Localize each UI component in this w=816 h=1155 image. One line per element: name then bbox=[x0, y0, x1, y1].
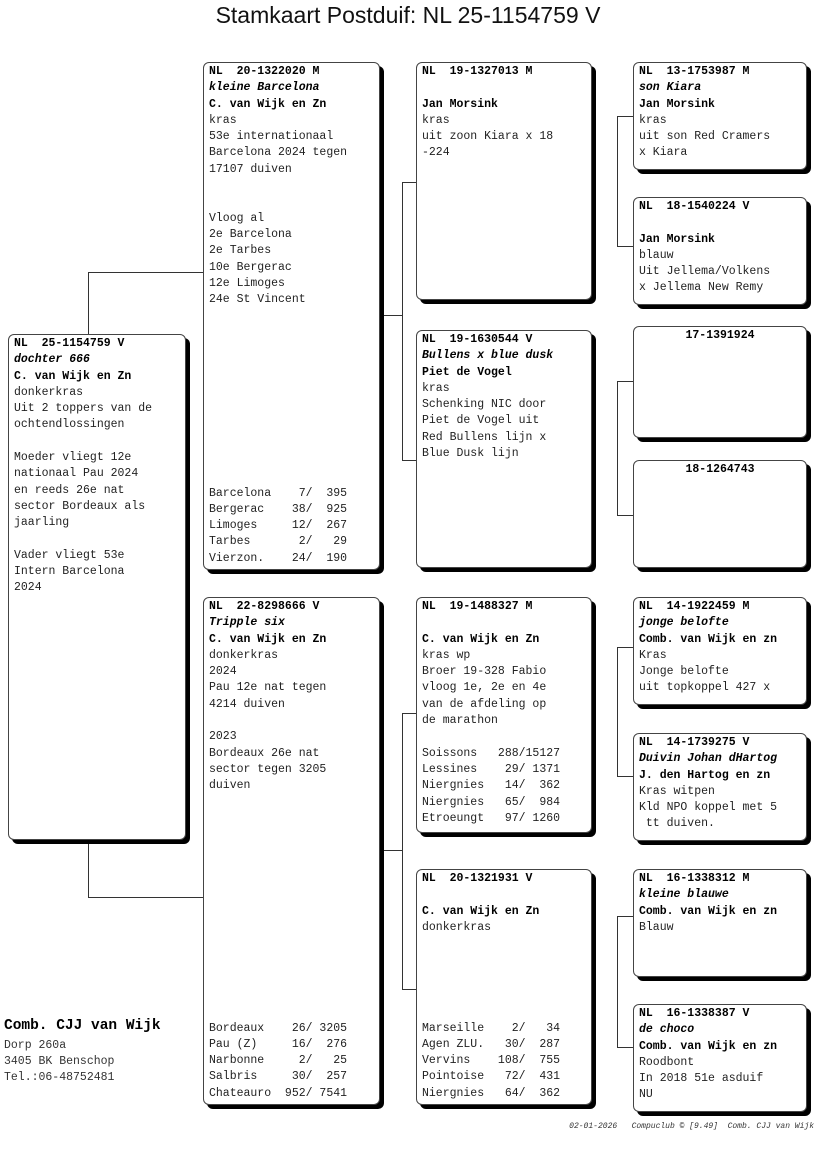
info-list bbox=[209, 113, 374, 309]
pigeon-name: jonge belofte bbox=[639, 616, 729, 630]
results-list bbox=[209, 486, 347, 567]
pigeon-name: Bullens x blue dusk bbox=[422, 349, 554, 363]
pigeon-card-main[interactable] bbox=[8, 334, 186, 840]
owner: C. van Wijk en Zn bbox=[209, 632, 327, 646]
text-line: Piet de Vogel uit bbox=[422, 414, 540, 428]
text-line: Niergnies 64/ 362 bbox=[422, 1086, 561, 1100]
owner: Piet de Vogel bbox=[422, 365, 512, 379]
owner: C. van Wijk en Zn bbox=[422, 904, 540, 918]
pigeon-name bbox=[422, 80, 586, 96]
connector-line bbox=[617, 116, 634, 117]
text-line: duiven bbox=[209, 779, 251, 793]
text-line bbox=[209, 178, 374, 194]
text-line: donkerkras bbox=[14, 385, 84, 399]
breeder-city: 3405 BK Benschop bbox=[4, 1055, 115, 1068]
results-list bbox=[422, 1021, 560, 1102]
text-line: Roodbont bbox=[639, 1055, 695, 1069]
connector-line bbox=[402, 182, 403, 461]
text-line: kras bbox=[639, 113, 667, 127]
pigeon-card-mmm[interactable] bbox=[633, 1004, 807, 1112]
text-line: kras bbox=[422, 113, 450, 127]
text-line: Etroeungt 97/ 1260 bbox=[422, 811, 561, 825]
text-line: uit zoon Kiara x 18 bbox=[422, 130, 554, 144]
connector-line bbox=[617, 246, 634, 247]
pigeon-name: Duivin Johan dHartog bbox=[639, 752, 778, 766]
text-line: jaarling bbox=[14, 516, 70, 530]
info-list bbox=[639, 248, 801, 297]
text-line: 2024 bbox=[209, 665, 237, 679]
info-list bbox=[422, 381, 586, 462]
pigeon-name: de choco bbox=[639, 1023, 695, 1037]
pigeon-name: kleine blauwe bbox=[639, 888, 729, 902]
text-line: Barcelona 7/ 395 bbox=[209, 486, 348, 500]
ring-number: NL 19-1630544 V bbox=[422, 333, 533, 346]
text-line: de marathon bbox=[422, 714, 498, 728]
footer: 02-01-2026 Compuclub © [9.49] Comb. CJJ van Wijk bbox=[569, 1122, 814, 1131]
text-line: Jonge belofte bbox=[639, 665, 729, 679]
text-line: Vierzon. 24/ 190 bbox=[209, 551, 348, 565]
text-line: blauw bbox=[639, 248, 674, 262]
pigeon-card-mm[interactable] bbox=[416, 869, 592, 1105]
connector-line bbox=[380, 850, 402, 851]
text-line: Marseille 2/ 34 bbox=[422, 1021, 561, 1035]
text-line bbox=[14, 532, 180, 548]
pigeon-card-mff[interactable] bbox=[633, 597, 807, 705]
text-line bbox=[422, 729, 586, 745]
connector-line bbox=[88, 897, 203, 898]
text-line bbox=[14, 434, 180, 450]
connector-line bbox=[617, 116, 618, 247]
text-line: 17107 duiven bbox=[209, 162, 292, 176]
ring-number: NL 18-1540224 V bbox=[639, 200, 750, 213]
info-list bbox=[639, 784, 801, 833]
connector-line bbox=[402, 713, 417, 714]
pigeon-card-fff[interactable] bbox=[633, 62, 807, 170]
ring-number: NL 14-1922459 M bbox=[639, 600, 750, 613]
text-line: 2023 bbox=[209, 730, 237, 744]
ring-number: 17-1391924 bbox=[685, 329, 755, 342]
info-list bbox=[422, 648, 586, 827]
text-line: Soissons 288/15127 bbox=[422, 746, 561, 760]
owner: Jan Morsink bbox=[639, 97, 715, 111]
ring-number: NL 25-1154759 V bbox=[14, 337, 125, 350]
connector-line bbox=[617, 381, 634, 382]
text-line: Uit Jellema/Volkens bbox=[639, 265, 771, 279]
text-line: uit topkoppel 427 x bbox=[639, 681, 771, 695]
text-line: 2e Barcelona bbox=[209, 227, 292, 241]
connector-line bbox=[617, 647, 618, 777]
text-line: Pau (Z) 16/ 276 bbox=[209, 1037, 348, 1051]
breeder-phone: Tel.:06-48752481 bbox=[4, 1071, 115, 1084]
owner: C. van Wijk en Zn bbox=[209, 97, 327, 111]
pigeon-name: Tripple six bbox=[209, 616, 285, 630]
text-line: In 2018 51e asduif bbox=[639, 1072, 764, 1086]
text-line: Vervins 108/ 755 bbox=[422, 1054, 561, 1068]
ring-number: NL 13-1753987 M bbox=[639, 65, 750, 78]
text-line: en reeds 26e nat bbox=[14, 483, 125, 497]
page-title: Stamkaart Postduif: NL 25-1154759 V bbox=[215, 2, 601, 28]
pigeon-card-ff[interactable] bbox=[416, 62, 592, 300]
owner: C. van Wijk en Zn bbox=[422, 632, 540, 646]
text-line: Moeder vliegt 12e bbox=[14, 451, 132, 465]
info-list bbox=[209, 648, 374, 795]
text-line: Lessines 29/ 1371 bbox=[422, 762, 561, 776]
pigeon-card-mfm[interactable] bbox=[633, 733, 807, 841]
ring-number: NL 16-1338312 M bbox=[639, 872, 750, 885]
text-line: Bordeaux 26/ 3205 bbox=[209, 1021, 348, 1035]
text-line: Red Bullens lijn x bbox=[422, 430, 547, 444]
breeder-address: Dorp 260a bbox=[4, 1039, 67, 1052]
text-line: Salbris 30/ 257 bbox=[209, 1070, 348, 1084]
text-line: Narbonne 2/ 25 bbox=[209, 1054, 348, 1068]
text-line: vloog 1e, 2e en 4e bbox=[422, 681, 547, 695]
text-line: ochtendlossingen bbox=[14, 418, 125, 432]
text-line: Kras witpen bbox=[639, 784, 715, 798]
text-line: donkerkras bbox=[209, 648, 279, 662]
text-line: 2024 bbox=[14, 581, 42, 595]
text-line: Bergerac 38/ 925 bbox=[209, 502, 348, 516]
text-line: x Kiara bbox=[639, 146, 688, 160]
owner: Comb. van Wijk en zn bbox=[639, 1039, 778, 1053]
text-line: van de afdeling op bbox=[422, 697, 547, 711]
text-line bbox=[209, 194, 374, 210]
info-list bbox=[422, 920, 586, 936]
text-line: uit son Red Cramers bbox=[639, 130, 771, 144]
pigeon-name: dochter 666 bbox=[14, 353, 90, 367]
info-list bbox=[639, 1055, 801, 1104]
text-line: Blauw bbox=[639, 920, 674, 934]
text-line: kras bbox=[209, 113, 237, 127]
pigeon-card-fmf[interactable] bbox=[633, 326, 807, 438]
info-list bbox=[14, 385, 180, 597]
text-line: Uit 2 toppers van de bbox=[14, 402, 153, 416]
text-line: Chateauro 952/ 7541 bbox=[209, 1086, 348, 1100]
ring-number: NL 19-1327013 M bbox=[422, 65, 533, 78]
connector-line bbox=[617, 381, 618, 516]
connector-line bbox=[617, 1047, 634, 1048]
text-line: -224 bbox=[422, 146, 450, 160]
text-line bbox=[209, 713, 374, 729]
text-line: Niergnies 65/ 984 bbox=[422, 795, 561, 809]
text-line: Schenking NIC door bbox=[422, 398, 547, 412]
info-list bbox=[639, 648, 801, 697]
ring-number: 18-1264743 bbox=[685, 463, 755, 476]
text-line: Niergnies 14/ 362 bbox=[422, 779, 561, 793]
ring-number: NL 19-1488327 M bbox=[422, 600, 533, 613]
ring-number: NL 14-1739275 V bbox=[639, 736, 750, 749]
pigeon-name: kleine Barcelona bbox=[209, 81, 320, 95]
connector-line bbox=[617, 916, 618, 1048]
text-line: Agen ZLU. 30/ 287 bbox=[422, 1037, 561, 1051]
text-line: kras bbox=[422, 381, 450, 395]
text-line: sector tegen 3205 bbox=[209, 762, 327, 776]
text-line: Pointoise 72/ 431 bbox=[422, 1070, 561, 1084]
text-line: Pau 12e nat tegen bbox=[209, 681, 327, 695]
pigeon-name bbox=[422, 887, 586, 903]
text-line: kras wp bbox=[422, 648, 471, 662]
text-line: Kld NPO koppel met 5 bbox=[639, 801, 778, 815]
text-line: 24e St Vincent bbox=[209, 293, 306, 307]
pigeon-name bbox=[639, 215, 801, 231]
connector-line bbox=[402, 713, 403, 990]
ring-number: NL 20-1322020 M bbox=[209, 65, 320, 78]
text-line: tt duiven. bbox=[639, 817, 715, 831]
connector-line bbox=[617, 916, 634, 917]
text-line: Bordeaux 26e nat bbox=[209, 746, 320, 760]
owner: Comb. van Wijk en zn bbox=[639, 632, 778, 646]
pigeon-card-father[interactable] bbox=[203, 62, 380, 570]
pigeon-card-ffm[interactable] bbox=[633, 197, 807, 305]
connector-line bbox=[402, 460, 417, 461]
breeder-info bbox=[4, 1018, 161, 1086]
pigeon-card-mmf[interactable] bbox=[633, 869, 807, 977]
text-line: Tarbes 2/ 29 bbox=[209, 535, 348, 549]
owner: Jan Morsink bbox=[422, 97, 498, 111]
connector-line bbox=[88, 840, 89, 898]
owner: Jan Morsink bbox=[639, 232, 715, 246]
text-line: Kras bbox=[639, 648, 667, 662]
info-list bbox=[639, 920, 801, 936]
connector-line bbox=[402, 182, 417, 183]
text-line: Barcelona 2024 tegen bbox=[209, 146, 348, 160]
connector-line bbox=[402, 989, 417, 990]
owner: Comb. van Wijk en zn bbox=[639, 904, 778, 918]
results-list bbox=[209, 1021, 347, 1102]
pigeon-name bbox=[422, 615, 586, 631]
text-line: Intern Barcelona bbox=[14, 565, 125, 579]
text-line: donkerkras bbox=[422, 920, 492, 934]
text-line: sector Bordeaux als bbox=[14, 499, 146, 513]
connector-line bbox=[88, 272, 203, 273]
owner: J. den Hartog en zn bbox=[639, 768, 771, 782]
connector-line bbox=[88, 272, 89, 334]
text-line: 53e internationaal bbox=[209, 130, 334, 144]
text-line: 10e Bergerac bbox=[209, 260, 292, 274]
pigeon-card-fmm[interactable] bbox=[633, 460, 807, 568]
ring-number: NL 16-1338387 V bbox=[639, 1007, 750, 1020]
text-line: Blue Dusk lijn bbox=[422, 447, 519, 461]
info-list bbox=[639, 113, 801, 162]
text-line: Vader vliegt 53e bbox=[14, 548, 125, 562]
owner: C. van Wijk en Zn bbox=[14, 369, 132, 383]
pigeon-card-mother[interactable] bbox=[203, 597, 380, 1105]
text-line: 2e Tarbes bbox=[209, 244, 272, 258]
connector-line bbox=[380, 315, 402, 316]
pigeon-card-mf[interactable] bbox=[416, 597, 592, 833]
text-line: Vloog al bbox=[209, 211, 265, 225]
breeder-name: Comb. CJJ van Wijk bbox=[4, 1018, 161, 1034]
text-line: nationaal Pau 2024 bbox=[14, 467, 139, 481]
pigeon-card-fm[interactable] bbox=[416, 330, 592, 568]
connector-line bbox=[617, 647, 634, 648]
pigeon-name: son Kiara bbox=[639, 81, 702, 95]
ring-number: NL 22-8298666 V bbox=[209, 600, 320, 613]
text-line: 12e Limoges bbox=[209, 276, 285, 290]
connector-line bbox=[617, 776, 634, 777]
text-line: x Jellema New Remy bbox=[639, 281, 764, 295]
info-list bbox=[422, 113, 586, 162]
text-line: Limoges 12/ 267 bbox=[209, 519, 348, 533]
connector-line bbox=[617, 515, 634, 516]
text-line: NU bbox=[639, 1088, 653, 1102]
text-line: Broer 19-328 Fabio bbox=[422, 665, 547, 679]
ring-number: NL 20-1321931 V bbox=[422, 872, 533, 885]
text-line: 4214 duiven bbox=[209, 697, 285, 711]
